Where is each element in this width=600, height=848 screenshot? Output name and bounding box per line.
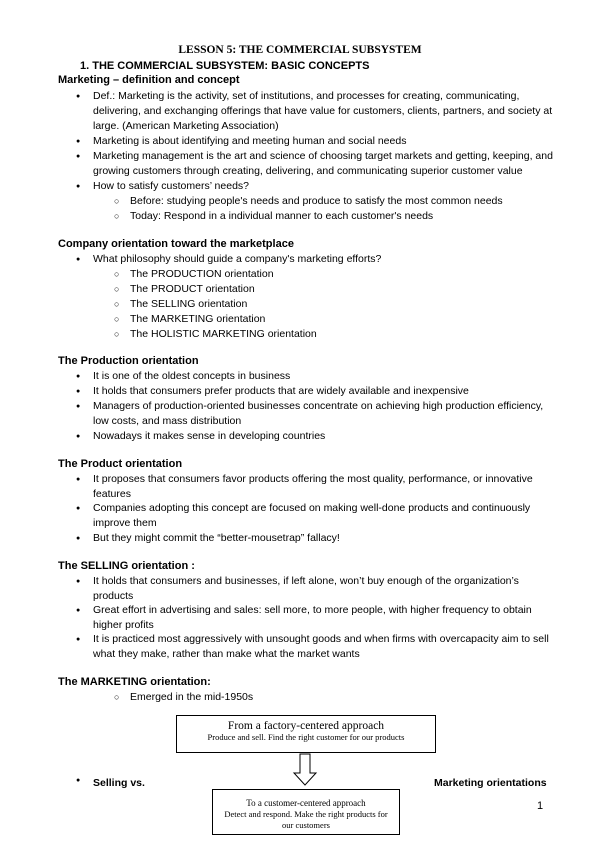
selling-title: The SELLING orientation : xyxy=(58,560,195,572)
list-item: ● It holds that consumers prefer products that are widely available and inexpensive xyxy=(93,384,553,399)
factory-approach-box xyxy=(176,715,436,753)
marketing-orientations-label: Marketing orientations xyxy=(434,777,547,789)
list-item: ● Companies adopting this concept are focused on making well-done products and continuously improve them xyxy=(93,501,553,531)
list-item: ● What philosophy should guide a company's marketing efforts? xyxy=(93,252,553,267)
lesson-title: LESSON 5: THE COMMERCIAL SUBSYSTEM xyxy=(178,44,422,56)
down-arrow-icon xyxy=(292,753,318,787)
list-item: ● Managers of production-oriented businesses concentrate on achieving high production efficiency, low costs, and mass distribution xyxy=(93,399,553,429)
list-item: ● Marketing is about identifying and meeting human and social needs xyxy=(93,134,553,149)
sub-list-item: ○ Before: studying people's needs and produce to satisfy the most common needs xyxy=(130,194,503,209)
customer-approach-sub: Detect and respond. Make the right products for our customers xyxy=(224,809,388,830)
product-title: The Product orientation xyxy=(58,458,183,470)
list-item: ● It is practiced most aggressively with unsought goods and when firms with overcapacity aim to sell what they make, rather than make what the market wants xyxy=(93,632,553,662)
production-title: The Production orientation xyxy=(58,355,199,367)
list-item: ● It is one of the oldest concepts in business xyxy=(93,369,553,384)
sub-list-item: ○ Today: Respond in a individual manner to each customer's needs xyxy=(130,209,433,224)
factory-approach-title: From a factory-centered approach xyxy=(227,720,385,732)
sub-list-item: ○ The MARKETING orientation xyxy=(130,312,265,327)
marketing-def-title: Marketing – definition and concept xyxy=(58,74,240,86)
sub-list-item: ○ Emerged in the mid-1950s xyxy=(130,690,253,705)
list-item: ● Great effort in advertising and sales: sell more, to more people, with higher frequency to obtain higher profits xyxy=(93,603,553,633)
orientation-title: Company orientation toward the marketplace xyxy=(58,238,294,250)
list-item: ● How to satisfy customers’ needs? xyxy=(93,179,553,194)
factory-approach-sub: Produce and sell. Find the right customer for our products xyxy=(207,732,405,742)
customer-approach-title: To a customer-centered approach xyxy=(246,798,366,808)
sub-list-item: ○ The SELLING orientation xyxy=(130,297,247,312)
sub-list-item: ○ The HOLISTIC MARKETING orientation xyxy=(130,327,317,342)
list-item: ● Def.: Marketing is the activity, set of institutions, and processes for creating, communicating, delivering, and exchanging offerings that have value for customers, clients, partners, and society at large. (American Marketing Association) xyxy=(93,89,553,134)
sub-list-item: ○ The PRODUCTION orientation xyxy=(130,267,274,282)
selling-vs-label: ● Selling vs. xyxy=(93,777,145,789)
section-heading: 1. THE COMMERCIAL SUBSYSTEM: BASIC CONCEPTS xyxy=(80,60,370,72)
marketing-orientation-title: The MARKETING orientation: xyxy=(58,676,211,688)
customer-approach-box xyxy=(212,789,400,835)
list-item: ● Nowadays it makes sense in developing countries xyxy=(93,429,553,444)
page-number: 1 xyxy=(537,800,544,812)
list-item: ● It holds that consumers and businesses, if left alone, won’t buy enough of the organization’s products xyxy=(93,574,553,604)
sub-list-item: ○ The PRODUCT orientation xyxy=(130,282,255,297)
list-item: ● It proposes that consumers favor products offering the most quality, performance, or innovative features xyxy=(93,472,553,502)
list-item: ● Marketing management is the art and science of choosing target markets and getting, keeping, and growing customers through creating, delivering, and communicating superior customer value xyxy=(93,149,553,179)
list-item: ● But they might commit the “better-mousetrap” fallacy! xyxy=(93,531,553,546)
